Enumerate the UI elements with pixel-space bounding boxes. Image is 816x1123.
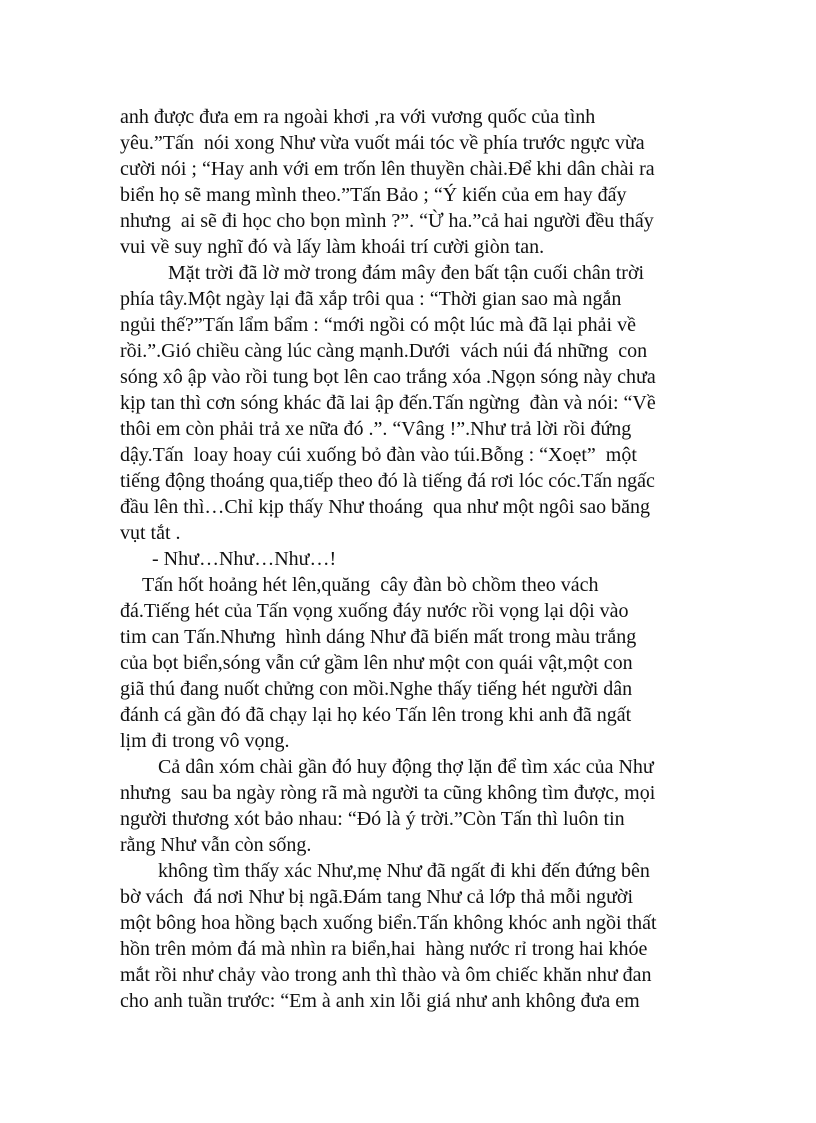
text-line-30: không tìm thấy xác Như,mẹ Như đã ngất đi khi đến đứng bên <box>158 860 650 882</box>
text-line-2: yêu.”Tấn nói xong Như vừa vuốt mái tóc về phía trước ngực vừa <box>120 132 645 154</box>
text-line-18: - Như…Như…Như…! <box>152 548 337 570</box>
text-line-32: một bông hoa hồng bạch xuống biển.Tấn không khóc anh ngồi thất <box>120 912 657 934</box>
text-line-19: Tấn hốt hoảng hét lên,quăng cây đàn bò chồm theo vách <box>142 574 599 596</box>
text-line-27: nhưng sau ba ngày ròng rã mà người ta cũng không tìm được, mọi <box>120 782 656 804</box>
text-line-7: Mặt trời đã lờ mờ trong đám mây đen bất tận cuối chân trời <box>168 262 645 284</box>
text-line-4: biển họ sẽ mang mình theo.”Tấn Bảo ; “Ý kiến của em hay đấy <box>120 184 627 206</box>
text-line-16: đầu lên thì…Chỉ kịp thấy Như thoáng qua như một ngôi sao băng <box>120 496 650 518</box>
text-line-26: Cả dân xóm chài gần đó huy động thợ lặn để tìm xác của Như <box>158 756 654 778</box>
text-line-22: của bọt biển,sóng vẫn cứ gầm lên như một con quái vật,một con <box>120 652 633 674</box>
text-line-33: hồn trên mỏm đá mà nhìn ra biển,hai hàng nước rỉ trong hai khóe <box>120 938 648 960</box>
text-line-17: vụt tắt . <box>120 522 181 544</box>
text-line-11: sóng xô ập vào rồi tung bọt lên cao trắng xóa .Ngọn sóng này chưa <box>120 366 656 388</box>
text-line-10: rồi.”.Gió chiều càng lúc càng mạnh.Dưới vách núi đá những con <box>120 340 648 362</box>
text-line-35: cho anh tuần trước: “Em à anh xin lỗi giá như anh không đưa em <box>120 990 640 1012</box>
text-line-1: anh được đưa em ra ngoài khơi ,ra với vương quốc của tình <box>120 106 596 128</box>
text-line-31: bờ vách đá nơi Như bị ngã.Đám tang Như cả lớp thả mỗi người <box>120 886 634 908</box>
text-line-28: người thương xót bảo nhau: “Đó là ý trời.”Còn Tấn thì luôn tin <box>120 808 625 830</box>
text-line-34: mắt rồi như chảy vào trong anh thì thào và ôm chiếc khăn như đan <box>120 964 652 986</box>
text-line-9: ngủi thế?”Tấn lẩm bẩm : “mới ngồi có một lúc mà đã lại phải về <box>120 314 636 336</box>
text-line-29: rằng Như vẫn còn sống. <box>120 834 312 856</box>
text-line-6: vui về suy nghĩ đó và lấy làm khoái trí cười giòn tan. <box>120 236 545 258</box>
text-line-15: tiếng động thoáng qua,tiếp theo đó là tiếng đá rơi lóc cóc.Tấn ngấc <box>120 470 655 492</box>
text-line-14: dậy.Tấn loay hoay cúi xuống bỏ đàn vào túi.Bỗng : “Xoẹt” một <box>120 444 637 466</box>
text-line-25: lịm đi trong vô vọng. <box>120 730 290 752</box>
text-line-13: thôi em còn phải trả xe nữa đó .”. “Vâng !”.Như trả lời rồi đứng <box>120 418 632 440</box>
text-line-24: đánh cá gần đó đã chạy lại họ kéo Tấn lên trong khi anh đã ngất <box>120 704 632 726</box>
text-line-23: giã thú đang nuốt chửng con mồi.Nghe thấy tiếng hét người dân <box>120 678 633 700</box>
text-line-8: phía tây.Một ngày lại đã xắp trôi qua : “Thời gian sao mà ngắn <box>120 288 622 310</box>
text-line-12: kịp tan thì cơn sóng khác đã lai ập đến.Tấn ngừng đàn và nói: “Về <box>120 392 656 414</box>
text-line-20: đá.Tiếng hét của Tấn vọng xuống đáy nước rồi vọng lại dội vào <box>120 600 629 622</box>
text-line-21: tim can Tấn.Nhưng hình dáng Như đã biến mất trong màu trắng <box>120 626 637 648</box>
text-line-3: cười nói ; “Hay anh với em trốn lên thuyền chài.Để khi dân chài ra <box>120 158 655 180</box>
text-line-5: nhưng ai sẽ đi học cho bọn mình ?”. “Ừ ha.”cả hai người đều thấy <box>120 210 654 232</box>
